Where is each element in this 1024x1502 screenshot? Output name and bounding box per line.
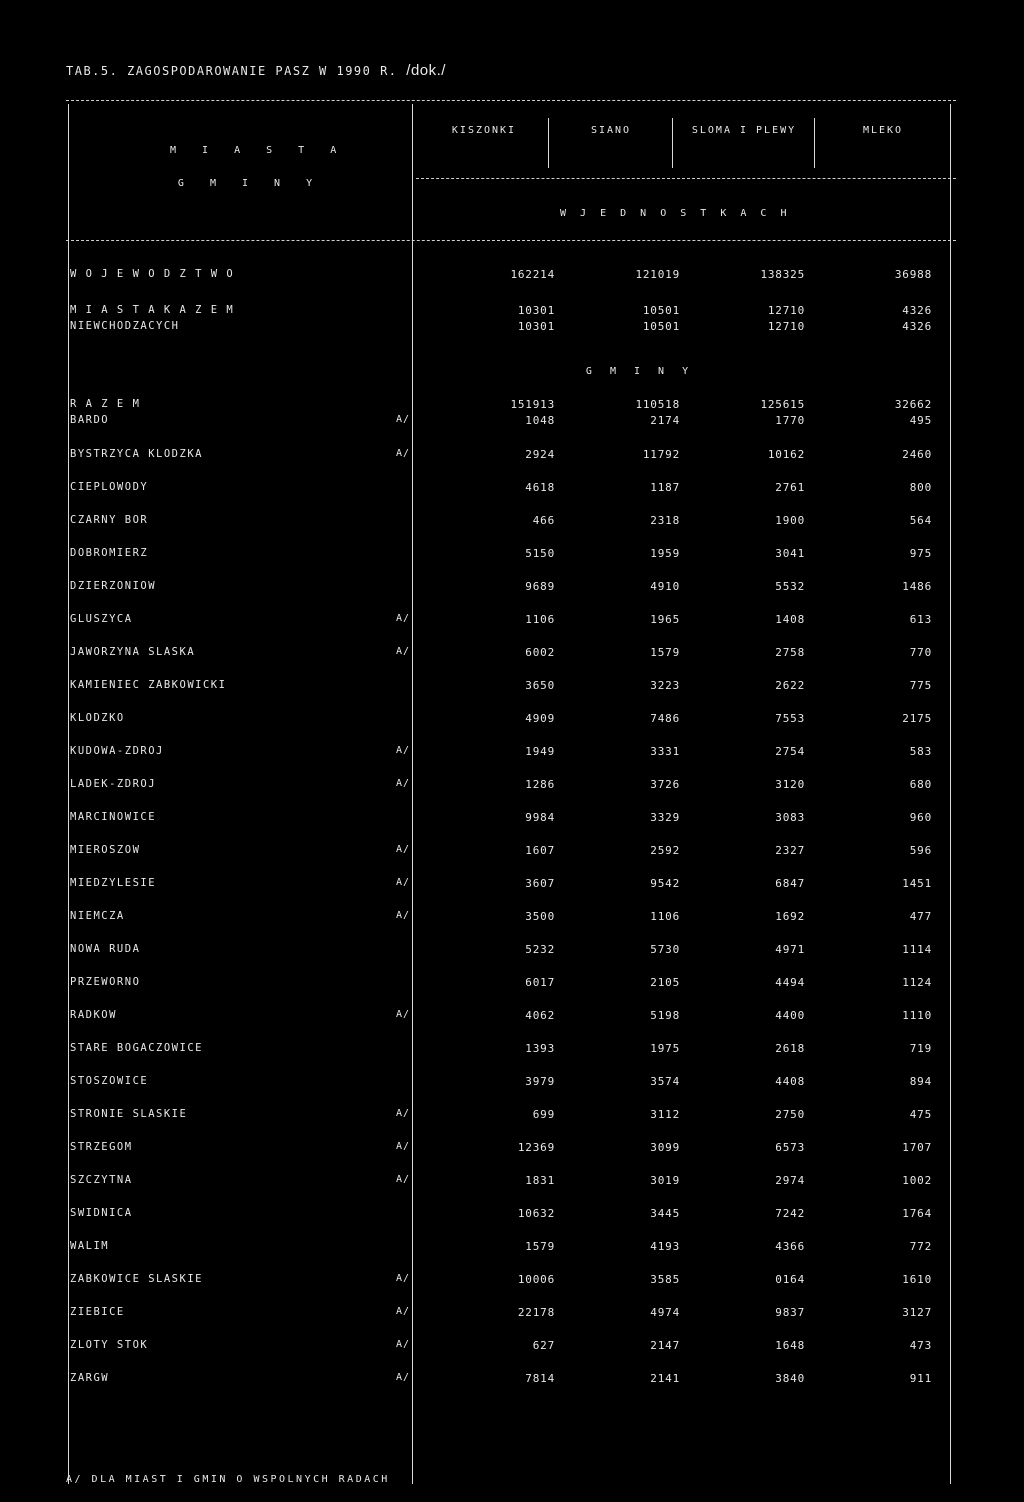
row-label: ZARGW — [70, 1372, 110, 1384]
row-footnote-mark: A/ — [395, 448, 410, 459]
row-footnote-mark: A/ — [395, 1141, 410, 1152]
row-label: STRZEGOM — [70, 1141, 133, 1153]
cell-sloma: 1408 — [775, 613, 805, 626]
cell-mleko: 680 — [909, 778, 932, 791]
cell-mleko: 564 — [909, 514, 932, 527]
cell-sloma: 1770 — [775, 414, 805, 427]
row-label: M I A S T A K A Z E M — [70, 304, 235, 316]
cell-kiszonki: 4618 — [525, 481, 555, 494]
row-label: LADEK-ZDROJ — [70, 778, 157, 790]
cell-sloma: 9837 — [775, 1306, 805, 1319]
cell-siano: 3223 — [650, 679, 680, 692]
cell-kiszonki: 9984 — [525, 811, 555, 824]
cell-kiszonki: 1048 — [525, 414, 555, 427]
cell-mleko: 775 — [909, 679, 932, 692]
row-label: SZCZYTNA — [70, 1174, 133, 1186]
cell-siano: 2592 — [650, 844, 680, 857]
cell-kiszonki: 627 — [532, 1339, 555, 1352]
cell-mleko: 1610 — [902, 1273, 932, 1286]
cell-siano: 5198 — [650, 1009, 680, 1022]
cell-kiszonki: 2924 — [525, 448, 555, 461]
cell-siano: 4910 — [650, 580, 680, 593]
cell-kiszonki: 3500 — [525, 910, 555, 923]
cell-kiszonki: 1949 — [525, 745, 555, 758]
cell-sloma: 138325 — [760, 268, 805, 281]
cell-mleko: 4326 — [902, 304, 932, 317]
cell-mleko: 473 — [909, 1339, 932, 1352]
cell-mleko: 495 — [909, 414, 932, 427]
col-header-mleko: MLEKO — [862, 125, 904, 136]
cell-siano: 1959 — [650, 547, 680, 560]
row-label: KLODZKO — [70, 712, 125, 724]
header-bottom-rule — [66, 240, 956, 241]
cell-mleko: 770 — [909, 646, 932, 659]
row-footnote-mark: A/ — [395, 910, 410, 921]
row-label: RADKOW — [70, 1009, 117, 1021]
cell-mleko: 477 — [909, 910, 932, 923]
cell-siano: 110518 — [635, 398, 680, 411]
cell-kiszonki: 6017 — [525, 976, 555, 989]
cell-siano: 3019 — [650, 1174, 680, 1187]
cell-siano: 2141 — [650, 1372, 680, 1385]
row-label: DZIERZONIOW — [70, 580, 157, 592]
cell-siano: 3445 — [650, 1207, 680, 1220]
cell-siano: 121019 — [635, 268, 680, 281]
row-label: R A Z E M — [70, 398, 141, 410]
cell-sloma: 4971 — [775, 943, 805, 956]
row-label: NIEMCZA — [70, 910, 125, 922]
cell-sloma: 3083 — [775, 811, 805, 824]
row-label: STOSZOWICE — [70, 1075, 149, 1087]
cell-sloma: 6847 — [775, 877, 805, 890]
cell-kiszonki: 6002 — [525, 646, 555, 659]
row-label: DOBROMIERZ — [70, 547, 149, 559]
cell-kiszonki: 699 — [532, 1108, 555, 1121]
cell-siano: 2105 — [650, 976, 680, 989]
row-footnote-mark: A/ — [395, 778, 410, 789]
cell-kiszonki: 5232 — [525, 943, 555, 956]
cell-sloma: 6573 — [775, 1141, 805, 1154]
cell-kiszonki: 10301 — [517, 320, 555, 333]
cell-siano: 9542 — [650, 877, 680, 890]
header-mid-rule — [416, 178, 956, 179]
cell-siano: 2318 — [650, 514, 680, 527]
cell-kiszonki: 4909 — [525, 712, 555, 725]
row-footnote-mark: A/ — [395, 1306, 410, 1317]
cell-mleko: 1124 — [902, 976, 932, 989]
cell-sloma: 125615 — [760, 398, 805, 411]
cell-kiszonki: 5150 — [525, 547, 555, 560]
row-footnote-mark: A/ — [395, 1339, 410, 1350]
cell-sloma: 4400 — [775, 1009, 805, 1022]
cell-siano: 7486 — [650, 712, 680, 725]
cell-sloma: 1900 — [775, 514, 805, 527]
cell-siano: 10501 — [642, 304, 680, 317]
section-gminy-label: G M I N Y — [585, 366, 695, 377]
cell-kiszonki: 1286 — [525, 778, 555, 791]
col-divider-3 — [814, 118, 815, 168]
cell-siano: 2147 — [650, 1339, 680, 1352]
cell-siano: 3574 — [650, 1075, 680, 1088]
cell-kiszonki: 22178 — [517, 1306, 555, 1319]
col-divider-1 — [548, 118, 549, 168]
cell-sloma: 12710 — [767, 320, 805, 333]
col-header-siano: SIANO — [590, 125, 632, 136]
cell-mleko: 2460 — [902, 448, 932, 461]
cell-kiszonki: 1393 — [525, 1042, 555, 1055]
cell-sloma: 2618 — [775, 1042, 805, 1055]
row-footnote-mark: A/ — [395, 414, 410, 425]
cell-mleko: 1114 — [902, 943, 932, 956]
col-divider-2 — [672, 118, 673, 168]
row-footnote-mark: A/ — [395, 646, 410, 657]
row-label: CZARNY BOR — [70, 514, 149, 526]
cell-mleko: 1451 — [902, 877, 932, 890]
row-footnote-mark: A/ — [395, 1273, 410, 1284]
left-border — [68, 104, 69, 1484]
cell-sloma: 5532 — [775, 580, 805, 593]
cell-sloma: 2974 — [775, 1174, 805, 1187]
row-label: BARDO — [70, 414, 110, 426]
cell-mleko: 1002 — [902, 1174, 932, 1187]
cell-siano: 3099 — [650, 1141, 680, 1154]
cell-sloma: 10162 — [767, 448, 805, 461]
cell-mleko: 1486 — [902, 580, 932, 593]
cell-siano: 1579 — [650, 646, 680, 659]
cell-siano: 1106 — [650, 910, 680, 923]
cell-siano: 3331 — [650, 745, 680, 758]
cell-mleko: 911 — [909, 1372, 932, 1385]
row-label: KAMIENIEC ZABKOWICKI — [70, 679, 227, 691]
cell-kiszonki: 1579 — [525, 1240, 555, 1253]
cell-mleko: 613 — [909, 613, 932, 626]
cell-sloma: 1648 — [775, 1339, 805, 1352]
row-label: CIEPLOWODY — [70, 481, 149, 493]
cell-kiszonki: 3650 — [525, 679, 555, 692]
cell-sloma: 0164 — [775, 1273, 805, 1286]
cell-siano: 1187 — [650, 481, 680, 494]
cell-sloma: 4494 — [775, 976, 805, 989]
cell-sloma: 2758 — [775, 646, 805, 659]
cell-mleko: 960 — [909, 811, 932, 824]
cell-siano: 2174 — [650, 414, 680, 427]
cell-kiszonki: 3607 — [525, 877, 555, 890]
row-label: BYSTRZYCA KLODZKA — [70, 448, 203, 460]
cell-mleko: 32662 — [894, 398, 932, 411]
header-top-rule — [66, 100, 956, 101]
row-label: ZABKOWICE SLASKIE — [70, 1273, 203, 1285]
row-footnote-mark: A/ — [395, 1174, 410, 1185]
cell-mleko: 4326 — [902, 320, 932, 333]
row-footnote-mark: A/ — [395, 613, 410, 624]
col-header-kiszonki: KISZONKI — [451, 125, 517, 136]
cell-mleko: 719 — [909, 1042, 932, 1055]
row-footnote-mark: A/ — [395, 1009, 410, 1020]
cell-kiszonki: 12369 — [517, 1141, 555, 1154]
cell-siano: 1975 — [650, 1042, 680, 1055]
table-title-text: TAB.5. ZAGOSPODAROWANIE PASZ W 1990 R. — [66, 64, 398, 78]
cell-kiszonki: 10006 — [517, 1273, 555, 1286]
cell-sloma: 2754 — [775, 745, 805, 758]
cell-sloma: 7242 — [775, 1207, 805, 1220]
cell-siano: 3585 — [650, 1273, 680, 1286]
cell-sloma: 3840 — [775, 1372, 805, 1385]
cell-sloma: 12710 — [767, 304, 805, 317]
cell-mleko: 1707 — [902, 1141, 932, 1154]
cell-sloma: 2761 — [775, 481, 805, 494]
cell-mleko: 36988 — [894, 268, 932, 281]
cell-siano: 4974 — [650, 1306, 680, 1319]
row-label: GLUSZYCA — [70, 613, 133, 625]
stub-header-line2: G M I N Y — [177, 178, 323, 189]
cell-siano: 10501 — [642, 320, 680, 333]
row-label: PRZEWORNO — [70, 976, 141, 988]
row-label: ZLOTY STOK — [70, 1339, 149, 1351]
cell-sloma: 4366 — [775, 1240, 805, 1253]
row-label: W O J E W O D Z T W O — [70, 268, 235, 280]
cell-sloma: 4408 — [775, 1075, 805, 1088]
cell-sloma: 2622 — [775, 679, 805, 692]
cell-mleko: 772 — [909, 1240, 932, 1253]
row-label: KUDOWA-ZDROJ — [70, 745, 164, 757]
cell-siano: 5730 — [650, 943, 680, 956]
cell-mleko: 596 — [909, 844, 932, 857]
cell-mleko: 2175 — [902, 712, 932, 725]
row-label: NIEWCHODZACYCH — [70, 320, 180, 332]
cell-mleko: 1764 — [902, 1207, 932, 1220]
cell-sloma: 2327 — [775, 844, 805, 857]
row-label: STARE BOGACZOWICE — [70, 1042, 203, 1054]
cell-kiszonki: 4062 — [525, 1009, 555, 1022]
cell-siano: 3726 — [650, 778, 680, 791]
row-label: JAWORZYNA SLASKA — [70, 646, 196, 658]
row-label: NOWA RUDA — [70, 943, 141, 955]
row-label: MIEDZYLESIE — [70, 877, 157, 889]
cell-siano: 3329 — [650, 811, 680, 824]
row-footnote-mark: A/ — [395, 877, 410, 888]
cell-kiszonki: 466 — [532, 514, 555, 527]
row-label: STRONIE SLASKIE — [70, 1108, 188, 1120]
cell-kiszonki: 151913 — [510, 398, 555, 411]
cell-siano: 1965 — [650, 613, 680, 626]
cell-sloma: 1692 — [775, 910, 805, 923]
cell-kiszonki: 1106 — [525, 613, 555, 626]
cell-sloma: 2750 — [775, 1108, 805, 1121]
row-footnote-mark: A/ — [395, 1372, 410, 1383]
right-border — [950, 104, 951, 1484]
cell-sloma: 7553 — [775, 712, 805, 725]
row-label: SWIDNICA — [70, 1207, 133, 1219]
row-footnote-mark: A/ — [395, 745, 410, 756]
cell-mleko: 583 — [909, 745, 932, 758]
cell-mleko: 1110 — [902, 1009, 932, 1022]
cell-kiszonki: 9689 — [525, 580, 555, 593]
stub-divider — [412, 104, 413, 1484]
unit-header: W J E D N O S T K A C H — [560, 208, 791, 219]
table-title-suffix: /dok./ — [406, 62, 446, 79]
cell-siano: 4193 — [650, 1240, 680, 1253]
cell-kiszonki: 10301 — [517, 304, 555, 317]
col-header-sloma: SLOMA I PLEWY — [691, 125, 797, 136]
row-footnote-mark: A/ — [395, 844, 410, 855]
cell-kiszonki: 162214 — [510, 268, 555, 281]
row-footnote-mark: A/ — [395, 1108, 410, 1119]
table-title — [66, 62, 446, 79]
cell-sloma: 3041 — [775, 547, 805, 560]
cell-mleko: 3127 — [902, 1306, 932, 1319]
cell-kiszonki: 3979 — [525, 1075, 555, 1088]
cell-kiszonki: 7814 — [525, 1372, 555, 1385]
row-label: ZIEBICE — [70, 1306, 125, 1318]
cell-siano: 3112 — [650, 1108, 680, 1121]
cell-kiszonki: 10632 — [517, 1207, 555, 1220]
cell-sloma: 3120 — [775, 778, 805, 791]
cell-mleko: 475 — [909, 1108, 932, 1121]
cell-kiszonki: 1607 — [525, 844, 555, 857]
cell-mleko: 894 — [909, 1075, 932, 1088]
row-label: WALIM — [70, 1240, 110, 1252]
cell-mleko: 800 — [909, 481, 932, 494]
row-label: MIEROSZOW — [70, 844, 141, 856]
footnote: A/ DLA MIAST I GMIN O WSPOLNYCH RADACH — [66, 1474, 390, 1485]
row-label: MARCINOWICE — [70, 811, 157, 823]
cell-mleko: 975 — [909, 547, 932, 560]
cell-kiszonki: 1831 — [525, 1174, 555, 1187]
stub-header-line1: M I A S T A — [170, 145, 347, 156]
cell-siano: 11792 — [642, 448, 680, 461]
